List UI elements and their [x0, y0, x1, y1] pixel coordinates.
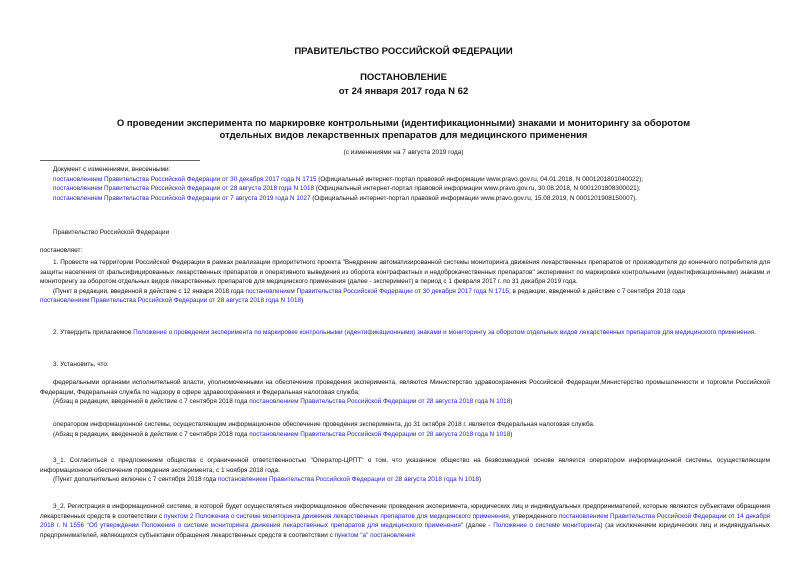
amendment-item: постановлением Правительства Российской Федерации от 28 августа 2018 года N 1018 (Официальный интернет-портал правовой информации www.pravo.gov.ru, 30.08.2018, N 0001201808300021); — [53, 185, 641, 192]
amendment-link[interactable]: постановлением Правительства Российской Федерации от 30 декабря 2017 года N 1715 — [245, 287, 509, 295]
resolves: постановляет: — [40, 247, 83, 254]
amendments-block — [40, 165, 770, 203]
amendments-intro: Документ с изменениями, внесенными: — [53, 166, 171, 173]
paragraph-3b: оператором информационной системы, осуществляющим информационное обеспечение проведения эксперимента, до 31 октября 2018 г. является Федеральная налоговая служба. (Абзац в редакции, введенной в действие с 7 сентября 2018 года постановлением Правительства Российской Федерации от 28 августа 2018 года N 1018) — [53, 421, 595, 438]
regulation-link[interactable]: пунктом "а" постановления — [334, 531, 415, 539]
issuer: Правительство Российской Федерации — [53, 229, 170, 236]
amendment-link[interactable]: постановлением Правительства Российской Федерации от 7 августа 2019 года N 1027 — [53, 194, 311, 202]
paragraph-3a: федеральными органами исполнительной власти, уполномоченными на обеспечение проведения эксперимента, являются Министерство здравоохранения Российской Федерации,Министерство промышленности и торговли Российской Федерации, Федеральная служба по надзору в сфере здравоохранения и Федеральная налоговая служба; (Абзац в редакции, введенной в действие с 7 сентября 2018 года постановлением Правительства Российской Федерации от 28 августа 2018 года N 1018) — [40, 379, 770, 405]
amendment-link[interactable]: постановлением Правительства Российской Федерации от 28 августа 2018 года N 1018 — [217, 476, 480, 483]
paragraph-3-2: 3_2. Регистрация в информационной системе, в которой будет осуществляться информационное обеспечение проведения эксперимента, юридических лиц и индивидуальных предпринимателей, которые являются субъектами обращения лекарственных средств в соответствии с пунктом 2 Положения о системе мониторинга движения лекарственных препаратов для медицинского применения, утвержденного постановлением Правительства Российской Федерации от 14 декабря 2018 г. N 1556 "Об утверждении Положения о системе мониторинга движения лекарственных препаратов для медицинского применения" (далее - Положение о системе мониторинга) (за исключением юридических лиц и индивидуальных предпринимателей, являющихся субъектами обращения лекарственных средств в соответствии с пунктом "а" постановления — [40, 503, 770, 539]
doc-type-heading: ПОСТАНОВЛЕНИЕ — [360, 72, 447, 83]
paragraph-3-1: 3_1. Согласиться с предложением общества с ограниченной ответственностью "Оператор-ЦРПТ" о том, что указанное общество на безвозмездной основе является оператором информационной системы, осуществляющим информационное обеспечение проведения эксперимента, с 1 ноября 2018 года. (Пункт дополнительно включен с 7 сентября 2018 года постановлением Правительства Российской Федерации от 28 августа 2018 года N 1018) — [40, 457, 770, 483]
regulation-link[interactable]: Положение о проведении эксперимента по маркировке контрольными (идентификационными) знаками и мониторингу за оборотом отдельных видов лекарственных препаратов для медицинского применения — [133, 329, 755, 336]
amendment-link[interactable]: постановлением Правительства Российской Федерации от 30 декабря 2017 года N 1715 — [53, 175, 317, 183]
amendment-link[interactable]: постановлением Правительства Российской Федерации от 28 августа 2018 года N 1018 — [53, 185, 315, 192]
paragraph-1-note: (Пункт в редакции, введенной в действие с 12 января 2018 года постановлением Правительства Российской Федерации от 30 декабря 2017 года N 1715; в редакции, введенной в действие с 7 сентября 2018 года — [53, 287, 686, 295]
divider — [40, 160, 200, 161]
revision-note: (с изменениями на 7 августа 2019 года) — [343, 149, 464, 156]
doc-date-number: от 24 января 2017 года N 62 — [338, 86, 469, 97]
government-heading: ПРАВИТЕЛЬСТВО РОССИЙСКОЙ ФЕДЕРАЦИИ — [294, 46, 513, 57]
doc-title: О проведении эксперимента по маркировке контрольными (идентификационными) знаками и мониторингу за оборотом отдельных видов лекарственных препаратов для медицинского применения — [116, 118, 691, 141]
amendment-link[interactable]: постановлением Правительства Российской Федерации от 28 августа 2018 года N 1018 — [249, 430, 511, 438]
paragraph-2: 2. Утвердить прилагаемое Положение о проведении эксперимента по маркировке контрольными (идентификационными) знаками и мониторингу за оборотом отдельных видов лекарственных препаратов для медицинского применения. — [53, 329, 757, 336]
amendment-item: постановлением Правительства Российской Федерации от 30 декабря 2017 года N 1715 (Официальный интернет-портал правовой информации www.pravo.gov.ru, 04.01.2018, N 0001201801040022); — [53, 175, 644, 183]
paragraph-1: 1. Провести на территории Российской Федерации в рамках реализации приоритетного проекта "Внедрение автоматизированной системы мониторинга движения лекарственных препаратов от производителя до конечного потребителя для защиты населения от фальсифицированных лекарственных препаратов и оперативного выведения из оборота контрафактных и недоброкачественных препаратов" эксперимент по маркировке контрольными (идентификационными) знаками и мониторингу за оборотом отдельных видов лекарственных препаратов для медицинского применения (далее - эксперимент) в период с 1 февраля 2017 г. по 31 декабря 2019 года. (Пункт в редакции, введенной в действие с 12 января 2018 года постановлением Правительства Российской Федерации от 30 декабря 2017 года N 1715; в редакции, введенной в действие с 7 сентября 2018 года постановлением Правительства Российской Федерации от 28 августа 2018 года N 1018) — [40, 259, 770, 304]
amendment-item: постановлением Правительства Российской Федерации от 7 августа 2019 года N 1027 (Официальный интернет-портал правовой информации www.pravo.gov.ru, 15.08.2019, N 0001201908150007). — [53, 194, 638, 202]
amendment-link[interactable]: постановлением Правительства Российской Федерации от 28 августа 2018 года N 1018 — [249, 398, 511, 405]
regulation-link[interactable]: пунктом 2 Положения о системе мониторинга движения лекарственных препаратов для медицинского применения — [164, 512, 509, 520]
regulation-link[interactable]: Положение о системе мониторинга — [493, 522, 601, 529]
paragraph-3: 3. Установить, что: — [53, 361, 109, 368]
amendment-link[interactable]: постановлением Правительства Российской Федерации от 28 августа 2018 года N 1018 — [40, 297, 302, 304]
regulation-link[interactable]: постановлением Правительства Российской Федерации от 14 декабря 2018 г. N 1556 "Об утверждении Положения о системе мониторинга движения лекарственных препаратов для медицинского применения" — [40, 512, 770, 529]
